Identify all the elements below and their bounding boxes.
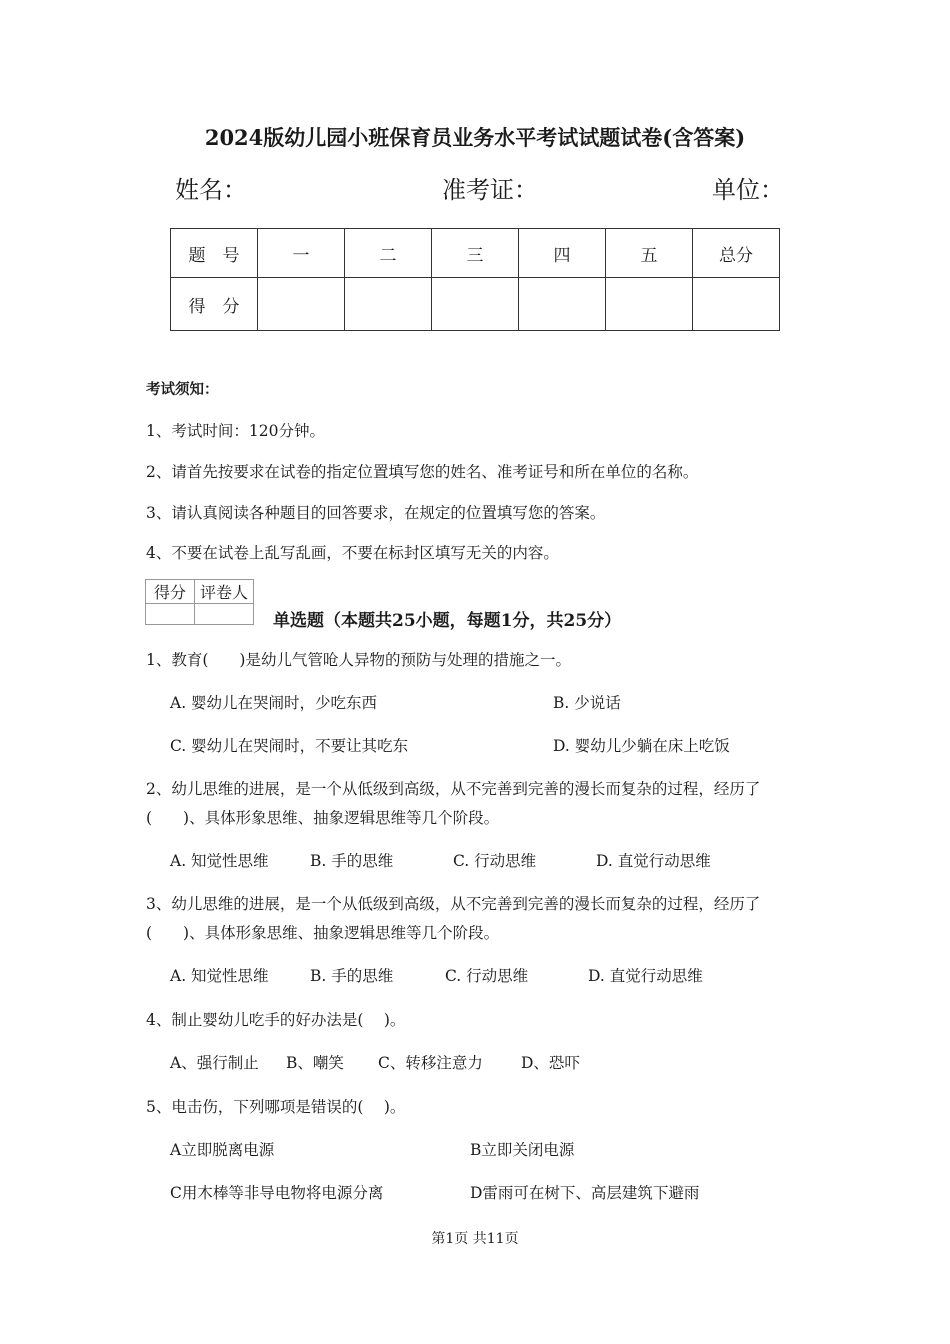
score-table-score-row — [171, 278, 780, 331]
score-table-header-row — [171, 229, 780, 278]
score-cell[interactable] — [432, 278, 519, 331]
question-stem: ( )、具体形象思维、抽象逻辑思维等几个阶段。 — [146, 809, 500, 827]
question-option: C. 行动思维 — [453, 852, 537, 870]
notice-heading: 考试须知： — [146, 381, 219, 398]
question-option: D. 婴幼儿少躺在床上吃饭 — [553, 737, 730, 755]
question-stem: 4、制止婴幼儿吃手的好办法是( )。 — [146, 1011, 406, 1029]
score-table-header-cell: 一 — [258, 229, 345, 278]
score-cell[interactable] — [606, 278, 693, 331]
question-option: B. 少说话 — [553, 694, 621, 712]
notice-item: 2、请首先按要求在试卷的指定位置填写您的姓名、准考证号和所在单位的名称。 — [146, 463, 699, 481]
question-option: A. 知觉性思维 — [170, 852, 269, 870]
question-option: B立即关闭电源 — [470, 1141, 575, 1159]
question-option: B. 手的思维 — [310, 967, 394, 985]
question-stem: 5、电击伤，下列哪项是错误的( )。 — [146, 1098, 406, 1116]
question-option: B. 手的思维 — [310, 852, 394, 870]
score-table-header-cell: 总分 — [693, 229, 780, 278]
name-field-label: 姓名： — [175, 176, 247, 204]
score-table-header-cell: 五 — [606, 229, 693, 278]
section-title: 单选题（本题共25小题，每题1分，共25分） — [273, 611, 622, 631]
notice-item: 3、请认真阅读各种题目的回答要求，在规定的位置填写您的答案。 — [146, 504, 606, 522]
grader-score-cell[interactable] — [146, 604, 195, 625]
score-table-header-cell: 四 — [519, 229, 606, 278]
question-option: D. 直觉行动思维 — [596, 852, 711, 870]
notice-item: 1、考试时间：120分钟。 — [146, 422, 325, 440]
grader-reviewer-label: 评卷人 — [195, 580, 254, 604]
question-stem: ( )、具体形象思维、抽象逻辑思维等几个阶段。 — [146, 924, 500, 942]
question-option: A、强行制止 — [170, 1054, 259, 1072]
question-option: D雷雨可在树下、高层建筑下避雨 — [470, 1184, 700, 1202]
unit-field-label: 单位： — [712, 176, 784, 204]
question-stem: 3、幼儿思维的进展，是一个从低级到高级，从不完善到完善的漫长而复杂的过程，经历了 — [146, 895, 761, 913]
exam-id-field-label: 准考证： — [442, 176, 538, 204]
score-cell[interactable] — [345, 278, 432, 331]
question-option: A. 知觉性思维 — [170, 967, 269, 985]
notice-item: 4、不要在试卷上乱写乱画，不要在标封区填写无关的内容。 — [146, 544, 559, 562]
question-stem: 1、教育( )是幼儿气管呛人异物的预防与处理的措施之一。 — [146, 651, 571, 669]
question-option: A. 婴幼儿在哭闹时，少吃东西 — [170, 694, 378, 712]
question-option: D、恐吓 — [521, 1054, 580, 1072]
question-option: C用木棒等非导电物将电源分离 — [170, 1184, 384, 1202]
question-option: C. 行动思维 — [445, 967, 529, 985]
page-footer: 第1页 共11页 — [431, 1231, 519, 1247]
grader-reviewer-cell[interactable] — [195, 604, 254, 625]
question-option: C. 婴幼儿在哭闹时，不要让其吃东 — [170, 737, 409, 755]
score-cell[interactable] — [258, 278, 345, 331]
question-stem: 2、幼儿思维的进展，是一个从低级到高级，从不完善到完善的漫长而复杂的过程，经历了 — [146, 780, 761, 798]
score-table-header-cell: 题 号 — [171, 229, 258, 278]
score-cell[interactable] — [519, 278, 606, 331]
score-table — [170, 228, 780, 331]
score-table-header-cell: 三 — [432, 229, 519, 278]
grader-box — [145, 579, 254, 625]
score-cell[interactable] — [693, 278, 780, 331]
question-option: A立即脱离电源 — [170, 1141, 275, 1159]
question-option: B、嘲笑 — [286, 1054, 344, 1072]
score-table-header-cell: 二 — [345, 229, 432, 278]
question-option: D. 直觉行动思维 — [588, 967, 703, 985]
grader-score-label: 得分 — [146, 580, 195, 604]
question-option: C、转移注意力 — [378, 1054, 483, 1072]
score-row-label: 得 分 — [171, 278, 258, 331]
page-title: 2024版幼儿园小班保育员业务水平考试试题试卷(含答案) — [204, 125, 746, 150]
